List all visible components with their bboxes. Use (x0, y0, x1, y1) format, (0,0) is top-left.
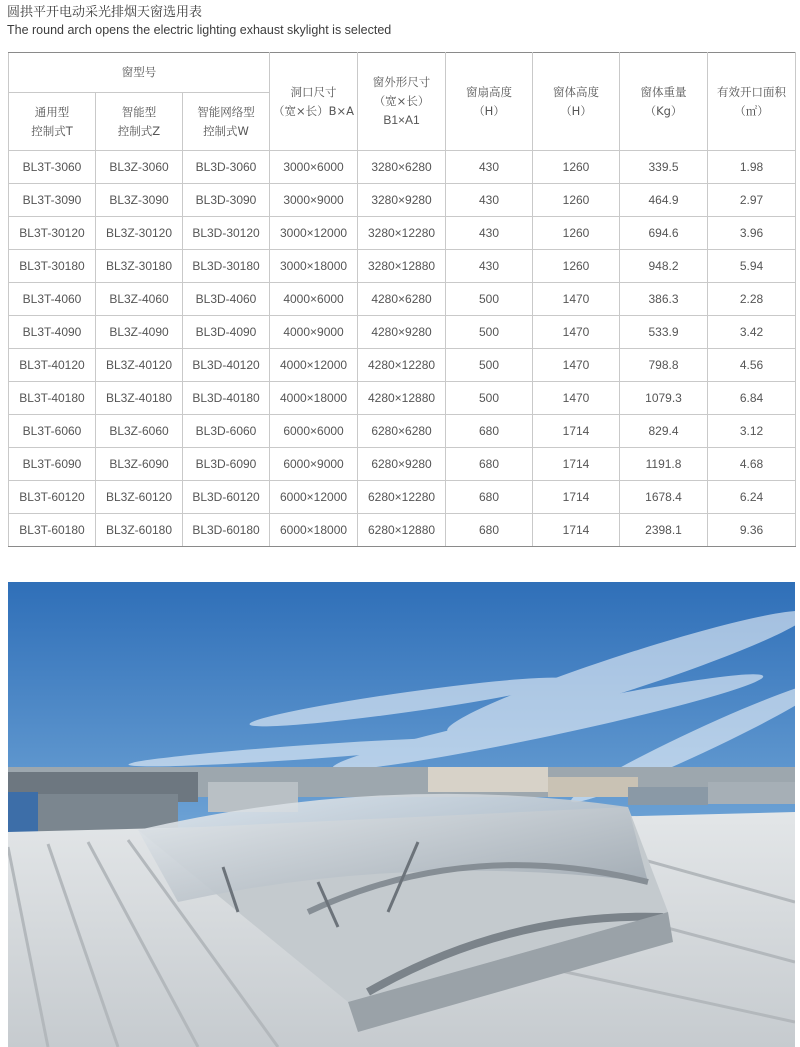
cell-open-area: 6.24 (708, 481, 796, 514)
cell-sash-height: 430 (446, 250, 533, 283)
cell-body-height: 1470 (533, 316, 620, 349)
cell-model-z: BL3Z-40180 (96, 382, 183, 415)
header-type-t: 通用型 控制式T (9, 93, 96, 151)
cell-body-height: 1714 (533, 448, 620, 481)
header-body-height: 窗体高度 （H） (533, 53, 620, 151)
cell-sash-height: 500 (446, 382, 533, 415)
cell-outer-size: 3280×6280 (358, 151, 446, 184)
cell-model-t: BL3T-40120 (9, 349, 96, 382)
cell-open-area: 2.97 (708, 184, 796, 217)
cell-model-w: BL3D-60120 (183, 481, 270, 514)
cell-model-z: BL3Z-6090 (96, 448, 183, 481)
cell-open-area: 2.28 (708, 283, 796, 316)
spec-table (8, 52, 796, 547)
cell-weight: 694.6 (620, 217, 708, 250)
cell-opening-size: 3000×18000 (270, 250, 358, 283)
cell-model-w: BL3D-4090 (183, 316, 270, 349)
cell-outer-size: 4280×6280 (358, 283, 446, 316)
cell-weight: 1079.3 (620, 382, 708, 415)
cell-model-t: BL3T-30120 (9, 217, 96, 250)
table-row (9, 448, 796, 481)
cell-outer-size: 6280×6280 (358, 415, 446, 448)
cell-model-t: BL3T-60180 (9, 514, 96, 547)
cell-open-area: 4.56 (708, 349, 796, 382)
cell-opening-size: 4000×9000 (270, 316, 358, 349)
cell-sash-height: 680 (446, 415, 533, 448)
cell-weight: 948.2 (620, 250, 708, 283)
header-type-z: 智能型 控制式Z (96, 93, 183, 151)
cell-model-z: BL3Z-30180 (96, 250, 183, 283)
table-row (9, 415, 796, 448)
cell-body-height: 1714 (533, 514, 620, 547)
cell-model-t: BL3T-3060 (9, 151, 96, 184)
cell-model-z: BL3Z-3090 (96, 184, 183, 217)
cell-model-w: BL3D-3060 (183, 151, 270, 184)
cell-opening-size: 3000×6000 (270, 151, 358, 184)
title-chinese: 圆拱平开电动采光排烟天窗选用表 (7, 5, 203, 20)
cell-open-area: 9.36 (708, 514, 796, 547)
table-row (9, 481, 796, 514)
cell-weight: 386.3 (620, 283, 708, 316)
cell-model-t: BL3T-6060 (9, 415, 96, 448)
cell-model-z: BL3Z-4060 (96, 283, 183, 316)
cell-body-height: 1470 (533, 283, 620, 316)
cell-sash-height: 500 (446, 283, 533, 316)
cell-outer-size: 3280×9280 (358, 184, 446, 217)
cell-outer-size: 4280×12280 (358, 349, 446, 382)
table-row (9, 151, 796, 184)
cell-model-t: BL3T-6090 (9, 448, 96, 481)
cell-model-t: BL3T-4060 (9, 283, 96, 316)
cell-opening-size: 6000×12000 (270, 481, 358, 514)
cell-weight: 1678.4 (620, 481, 708, 514)
cell-body-height: 1260 (533, 151, 620, 184)
header-opening-size: 洞口尺寸 （宽×长）B×A (270, 53, 358, 151)
table-row (9, 316, 796, 349)
cell-model-w: BL3D-30120 (183, 217, 270, 250)
table-row (9, 514, 796, 547)
cell-model-t: BL3T-30180 (9, 250, 96, 283)
cell-sash-height: 680 (446, 514, 533, 547)
cell-model-w: BL3D-3090 (183, 184, 270, 217)
header-weight: 窗体重量 （Kg） (620, 53, 708, 151)
skylight-photo (8, 582, 795, 1047)
cell-opening-size: 6000×9000 (270, 448, 358, 481)
cell-outer-size: 6280×12880 (358, 514, 446, 547)
cell-opening-size: 6000×6000 (270, 415, 358, 448)
cell-body-height: 1260 (533, 184, 620, 217)
cell-model-z: BL3Z-3060 (96, 151, 183, 184)
cell-model-z: BL3Z-30120 (96, 217, 183, 250)
cell-body-height: 1470 (533, 382, 620, 415)
cell-opening-size: 4000×6000 (270, 283, 358, 316)
cell-model-w: BL3D-40180 (183, 382, 270, 415)
cell-sash-height: 430 (446, 184, 533, 217)
cell-open-area: 3.42 (708, 316, 796, 349)
table-row (9, 283, 796, 316)
cell-model-w: BL3D-6090 (183, 448, 270, 481)
cell-model-z: BL3Z-40120 (96, 349, 183, 382)
cell-sash-height: 680 (446, 448, 533, 481)
cell-sash-height: 500 (446, 349, 533, 382)
cell-outer-size: 6280×9280 (358, 448, 446, 481)
table-row (9, 349, 796, 382)
cell-outer-size: 6280×12280 (358, 481, 446, 514)
cell-weight: 798.8 (620, 349, 708, 382)
cell-outer-size: 4280×12880 (358, 382, 446, 415)
cell-body-height: 1714 (533, 481, 620, 514)
title-english: The round arch opens the electric lighting exhaust skylight is selected (7, 23, 392, 37)
cell-model-t: BL3T-3090 (9, 184, 96, 217)
cell-opening-size: 4000×18000 (270, 382, 358, 415)
cell-opening-size: 6000×18000 (270, 514, 358, 547)
cell-weight: 533.9 (620, 316, 708, 349)
cell-sash-height: 430 (446, 151, 533, 184)
header-open-area: 有效开口面积 （㎡） (708, 53, 796, 151)
cell-outer-size: 3280×12280 (358, 217, 446, 250)
cell-sash-height: 430 (446, 217, 533, 250)
table-row (9, 382, 796, 415)
table-body (9, 151, 796, 547)
cell-model-z: BL3Z-60120 (96, 481, 183, 514)
cell-model-w: BL3D-40120 (183, 349, 270, 382)
cell-model-z: BL3Z-60180 (96, 514, 183, 547)
table-row (9, 250, 796, 283)
title-block (7, 4, 391, 39)
cell-outer-size: 3280×12880 (358, 250, 446, 283)
cell-open-area: 1.98 (708, 151, 796, 184)
cell-open-area: 4.68 (708, 448, 796, 481)
cell-open-area: 5.94 (708, 250, 796, 283)
header-outer-size: 窗外形尺寸 （宽×长） B1×A1 (358, 53, 446, 151)
cell-model-w: BL3D-60180 (183, 514, 270, 547)
cell-model-w: BL3D-30180 (183, 250, 270, 283)
cell-outer-size: 4280×9280 (358, 316, 446, 349)
table-row (9, 217, 796, 250)
cell-model-t: BL3T-60120 (9, 481, 96, 514)
header-window-type: 窗型号 (9, 53, 270, 93)
cell-weight: 339.5 (620, 151, 708, 184)
cell-model-t: BL3T-40180 (9, 382, 96, 415)
cell-opening-size: 3000×12000 (270, 217, 358, 250)
cell-body-height: 1260 (533, 250, 620, 283)
cell-open-area: 3.12 (708, 415, 796, 448)
cell-body-height: 1470 (533, 349, 620, 382)
cell-model-w: BL3D-4060 (183, 283, 270, 316)
cell-model-t: BL3T-4090 (9, 316, 96, 349)
cell-sash-height: 680 (446, 481, 533, 514)
cell-body-height: 1260 (533, 217, 620, 250)
skylight-photo-illustration (8, 582, 795, 1047)
cell-model-w: BL3D-6060 (183, 415, 270, 448)
table-row (9, 184, 796, 217)
cell-weight: 1191.8 (620, 448, 708, 481)
cell-opening-size: 4000×12000 (270, 349, 358, 382)
cell-sash-height: 500 (446, 316, 533, 349)
cell-weight: 464.9 (620, 184, 708, 217)
cell-model-z: BL3Z-6060 (96, 415, 183, 448)
cell-weight: 2398.1 (620, 514, 708, 547)
cell-weight: 829.4 (620, 415, 708, 448)
header-type-w: 智能网络型 控制式W (183, 93, 270, 151)
cell-open-area: 3.96 (708, 217, 796, 250)
cell-model-z: BL3Z-4090 (96, 316, 183, 349)
cell-open-area: 6.84 (708, 382, 796, 415)
cell-opening-size: 3000×9000 (270, 184, 358, 217)
cell-body-height: 1714 (533, 415, 620, 448)
header-sash-height: 窗扇高度 （H） (446, 53, 533, 151)
